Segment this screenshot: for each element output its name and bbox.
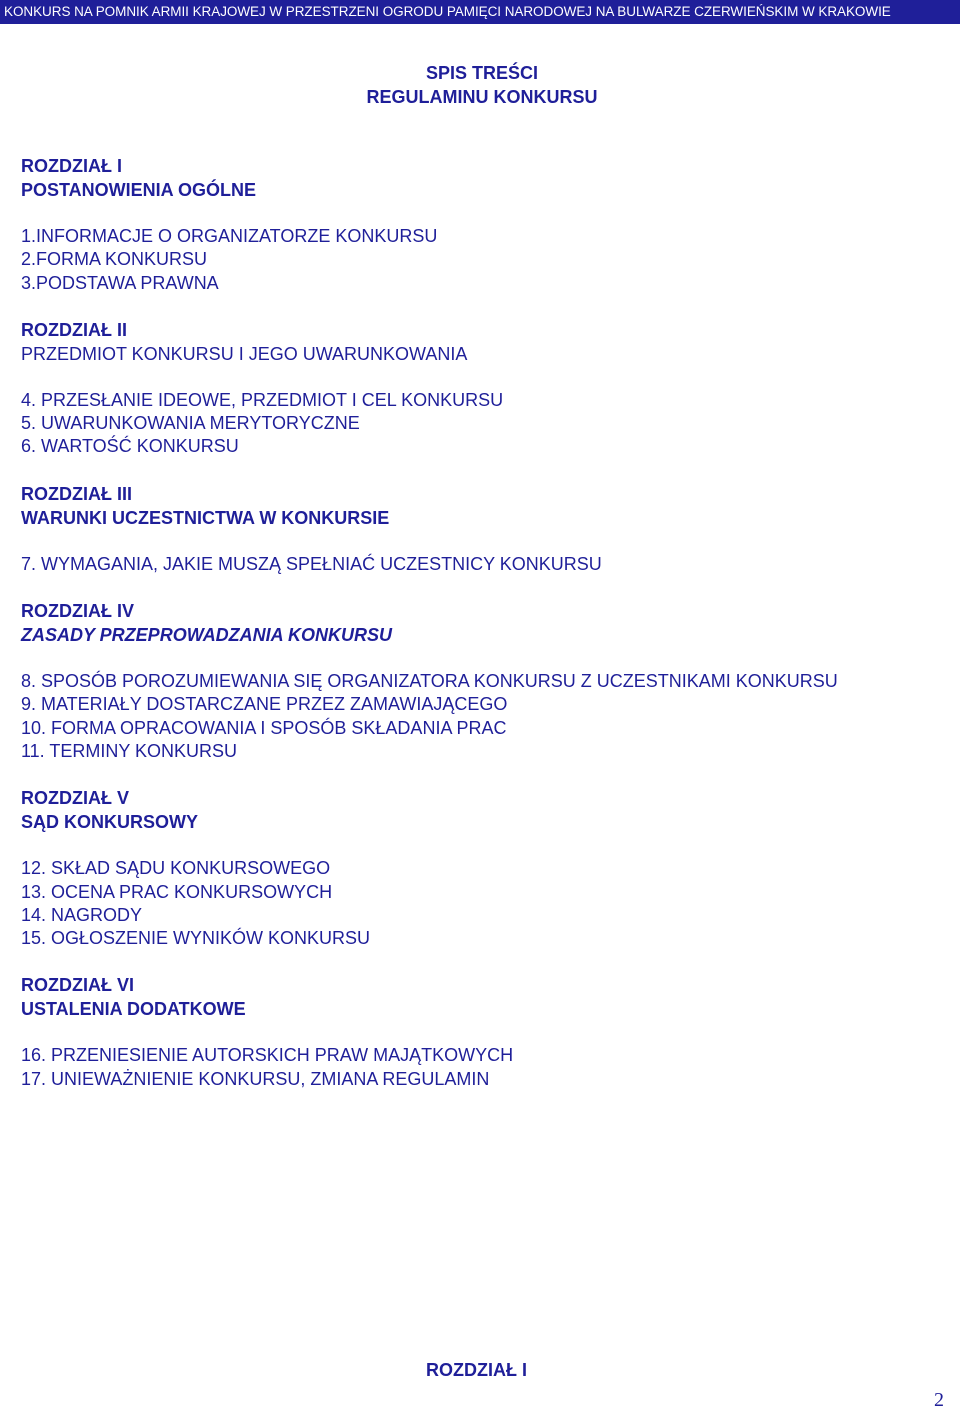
chapter-label: ROZDZIAŁ IV bbox=[21, 601, 134, 622]
chapter-2 bbox=[21, 318, 951, 459]
toc-entry: 6. WARTOŚĆ KONKURSU bbox=[21, 436, 239, 457]
toc-entry: 11. TERMINY KONKURSU bbox=[21, 740, 238, 761]
toc-entry: 5. UWARUNKOWANIA MERYTORYCZNE bbox=[21, 413, 360, 434]
chapter-title: POSTANOWIENIA OGÓLNE bbox=[21, 180, 257, 200]
chapter-items bbox=[21, 553, 951, 576]
chapter-items bbox=[21, 670, 951, 763]
next-chapter-heading: ROZDZIAŁ I bbox=[426, 1360, 527, 1380]
toc-entry: 4. PRZESŁANIE IDEOWE, PRZEDMIOT I CEL KONKURSU bbox=[21, 389, 504, 410]
toc-entry: 16. PRZENIESIENIE AUTORSKICH PRAW MAJĄTKOWYCH bbox=[21, 1045, 514, 1066]
toc-title-line2: REGULAMINU KONKURSU bbox=[366, 87, 598, 107]
table-of-contents bbox=[21, 154, 951, 1091]
chapter-items bbox=[21, 389, 951, 459]
toc-entry: 10. FORMA OPRACOWANIA I SPOSÓB SKŁADANIA PRAC bbox=[21, 717, 507, 738]
chapter-label: ROZDZIAŁ VI bbox=[21, 975, 134, 996]
chapter-1 bbox=[21, 154, 951, 295]
chapter-items bbox=[21, 1044, 951, 1091]
toc-entry: 2.FORMA KONKURSU bbox=[21, 249, 208, 270]
toc-entry: 17. UNIEWAŻNIENIE KONKURSU, ZMIANA REGULAMIN bbox=[21, 1068, 490, 1089]
toc-entry: 3.PODSTAWA PRAWNA bbox=[21, 272, 219, 293]
toc-entry: 8. SPOSÓB POROZUMIEWANIA SIĘ ORGANIZATORA KONKURSU Z UCZESTNIKAMI KONKURSU bbox=[21, 671, 838, 692]
toc-title bbox=[0, 61, 960, 109]
toc-title-line1: SPIS TREŚCI bbox=[425, 63, 539, 83]
chapter-title: SĄD KONKURSOWY bbox=[21, 812, 199, 833]
chapter-3 bbox=[21, 482, 951, 576]
toc-entry: 15. OGŁOSZENIE WYNIKÓW KONKURSU bbox=[21, 928, 371, 949]
page-number: 2 bbox=[934, 1389, 944, 1411]
toc-entry: 9. MATERIAŁY DOSTARCZANE PRZEZ ZAMAWIAJĄCEGO bbox=[21, 694, 508, 715]
chapter-4 bbox=[21, 599, 951, 763]
chapter-items bbox=[21, 857, 951, 950]
chapter-6 bbox=[21, 973, 951, 1091]
chapter-label: ROZDZIAŁ V bbox=[21, 788, 129, 809]
chapter-title: USTALENIA DODATKOWE bbox=[21, 999, 246, 1020]
chapter-title: PRZEDMIOT KONKURSU I JEGO UWARUNKOWANIA bbox=[21, 343, 468, 364]
chapter-title: ZASADY PRZEPROWADZANIA KONKURSU bbox=[21, 625, 393, 646]
chapter-label: ROZDZIAŁ II bbox=[21, 319, 127, 340]
chapter-label: ROZDZIAŁ III bbox=[21, 483, 132, 504]
toc-entry: 13. OCENA PRAC KONKURSOWYCH bbox=[21, 881, 333, 902]
chapter-title: WARUNKI UCZESTNICTWA W KONKURSIE bbox=[21, 507, 390, 528]
toc-entry: 12. SKŁAD SĄDU KONKURSOWEGO bbox=[21, 858, 331, 879]
chapter-label: ROZDZIAŁ I bbox=[21, 156, 122, 176]
chapter-5 bbox=[21, 786, 951, 950]
running-header: KONKURS NA POMNIK ARMII KRAJOWEJ W PRZESTRZENI OGRODU PAMIĘCI NARODOWEJ NA BULWARZE CZERWIEŃSKIM W KRAKOWIE bbox=[0, 0, 960, 24]
toc-entry: 7. WYMAGANIA, JAKIE MUSZĄ SPEŁNIAĆ UCZESTNICY KONKURSU bbox=[21, 553, 602, 574]
toc-entry: 14. NAGRODY bbox=[21, 904, 143, 925]
toc-entry: 1.INFORMACJE O ORGANIZATORZE KONKURSU bbox=[21, 226, 438, 246]
chapter-items bbox=[21, 225, 951, 295]
